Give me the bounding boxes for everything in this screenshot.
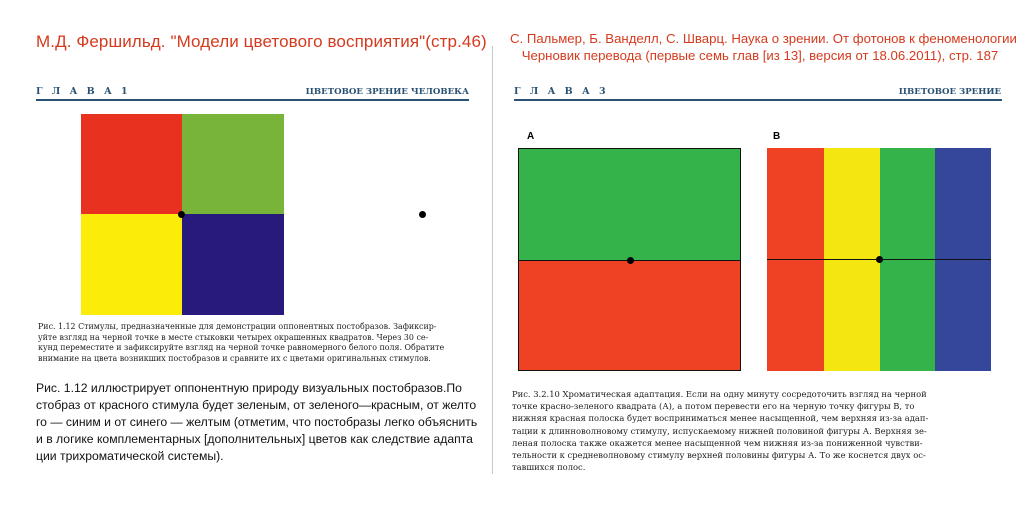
white-field-fixation-dot: [419, 211, 426, 218]
figure-a-green-half: [519, 149, 740, 261]
left-body-text: [36, 380, 488, 465]
right-chapter-label: Г Л А В А 3: [514, 86, 609, 97]
caption-line: точке красно-зеленого квадрата (А), а потом перевести его на черную точку фигуры В, то: [512, 401, 915, 412]
caption-line: тации к длинноволновому стимулу, испускаемому нижней половиной фигуры А. Верхняя зе-: [512, 425, 927, 436]
caption-line: уйте взгляд на черной точке в месте стыковки четырех окрашенных квадратов. Через 30 се-: [38, 332, 429, 342]
page-divider: [492, 46, 493, 474]
body-line: го — синим и от синего — желтым (отметим, что постобразы легко объяснить: [36, 415, 478, 429]
blue-square: [182, 214, 284, 315]
caption-line: леная полоска также окажется менее насыщенной чем нижняя из-за пониженной чувстви-: [512, 437, 923, 448]
figure-a-red-half: [519, 261, 740, 370]
red-square: [81, 114, 182, 214]
left-page-title: М.Д. Фершильд. "Модели цветового восприятия"(стр.46): [36, 32, 487, 51]
body-line: стобраз от красного стимула будет зеленым, от зеленого—красным, от желто: [36, 398, 477, 412]
left-chapter-label: Г Л А В А 1: [36, 86, 131, 97]
body-line: ции трихроматической системы).: [36, 449, 224, 463]
right-figure-caption: [512, 388, 1002, 473]
caption-line: тельности к средневолновому стимулу верхней половины фигуры А. То же коснется двух ос-: [512, 450, 926, 461]
yellow-square: [81, 214, 182, 315]
right-page-title: [510, 30, 1017, 64]
left-header-rule: [36, 99, 469, 101]
caption-line: нижняя красная полоска будет восприниматься менее насыщенной, чем верхняя из-за адап-: [512, 413, 929, 424]
figure-a-label: A: [527, 131, 535, 142]
right-running-header: ЦВЕТОВОЕ ЗРЕНИЕ: [898, 87, 1001, 97]
right-header-rule: [514, 99, 1002, 101]
figure-b: [767, 148, 991, 371]
fixation-dot: [178, 211, 185, 218]
caption-line: Рис. 1.12 Стимулы, предназначенные для демонстрации оппонентных постобразов. Зафиксир-: [38, 322, 437, 331]
left-running-header: ЦВЕТОВОЕ ЗРЕНИЕ ЧЕЛОВЕКА: [305, 87, 469, 97]
opponent-stimulus-figure: [81, 114, 284, 315]
figure-b-fixation-dot: [876, 256, 883, 263]
figure-b-label: B: [773, 131, 781, 142]
caption-line: внимание на цвета возникших постобразов и сравните их с цветами оригинальных стимулов.: [38, 353, 431, 363]
green-square: [182, 114, 284, 214]
figure-a: [518, 148, 741, 371]
right-title-line-1: С. Пальмер, Б. Ванделл, С. Шварц. Наука о зрении. От фотонов к феноменологии: [510, 31, 1017, 46]
body-line: Рис. 1.12 иллюстрирует оппонентную природу визуальных постобразов.По: [36, 381, 462, 395]
caption-line: Рис. 3.2.10 Хроматическая адаптация. Если на одну минуту сосредоточить взгляд на черной: [512, 389, 927, 399]
caption-line: кунд переместите и зафиксируйте взгляд на черной точке равномерного белого поля. Обратите: [38, 343, 445, 353]
caption-line: тавшихся полос.: [512, 462, 586, 473]
figure-a-fixation-dot: [627, 257, 634, 264]
left-figure-caption: [38, 322, 483, 364]
body-line: и в логике комплементарных [дополнительных] цветов как следствие адапта: [36, 432, 473, 446]
right-title-line-2: Черновик перевода (первые семь глав [из 13], версия от 18.06.2011), стр. 187: [521, 48, 999, 63]
